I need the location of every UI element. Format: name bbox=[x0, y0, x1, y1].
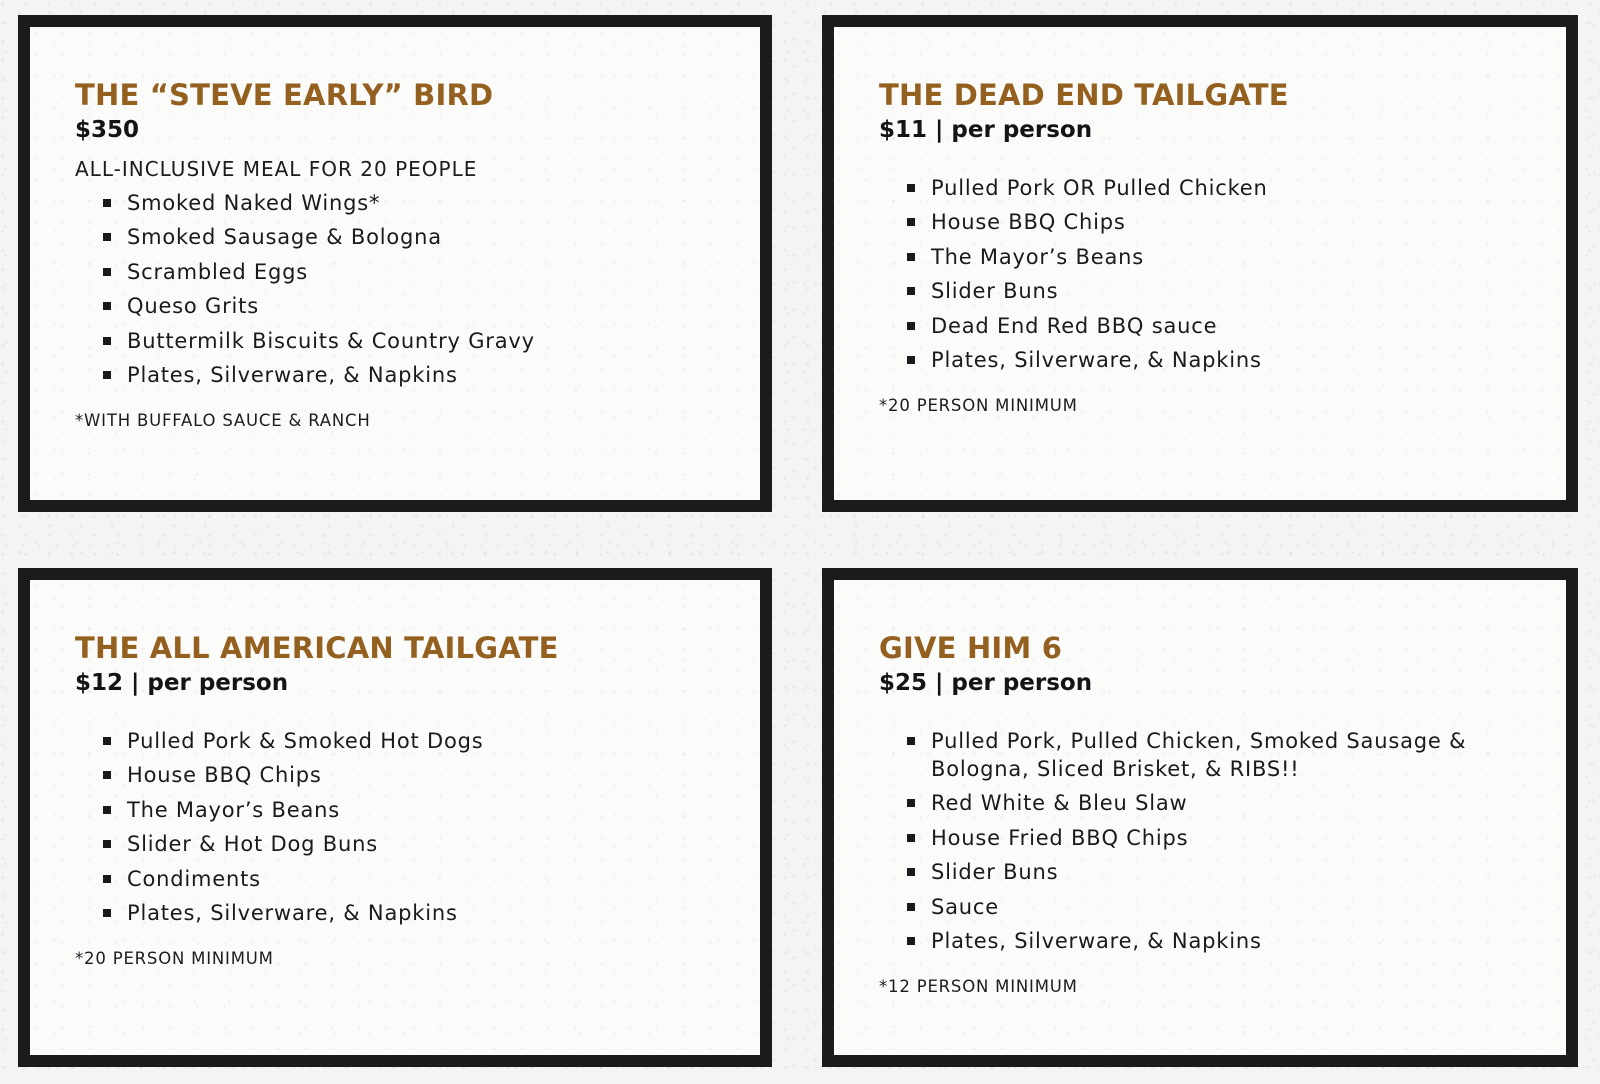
package-subtitle: ALL-INCLUSIVE MEAL FOR 20 PEOPLE bbox=[75, 157, 478, 181]
list-item bbox=[907, 789, 1536, 817]
item-label: Red White & Bleu Slaw bbox=[931, 791, 1188, 816]
bullet-icon bbox=[103, 771, 111, 779]
bullet-icon bbox=[907, 253, 915, 261]
bullet-icon bbox=[907, 737, 915, 745]
package-footnote: *12 PERSON MINIMUM bbox=[879, 976, 1078, 996]
bullet-icon bbox=[103, 737, 111, 745]
package-card-dead-end-tailgate bbox=[822, 15, 1578, 512]
list-item bbox=[103, 223, 730, 251]
item-label: Buttermilk Biscuits & Country Gravy bbox=[127, 328, 535, 353]
bullet-icon bbox=[907, 218, 915, 226]
bullet-icon bbox=[907, 937, 915, 945]
bullet-icon bbox=[103, 268, 111, 276]
bullet-icon bbox=[907, 868, 915, 876]
package-item-list bbox=[75, 189, 730, 389]
item-label: Smoked Sausage & Bologna bbox=[127, 225, 442, 250]
package-footnote: *20 PERSON MINIMUM bbox=[879, 395, 1078, 415]
package-card-give-him-6 bbox=[822, 568, 1578, 1067]
list-item bbox=[103, 361, 730, 389]
item-label: House BBQ Chips bbox=[127, 763, 322, 788]
package-footnote: *20 PERSON MINIMUM bbox=[75, 948, 274, 968]
package-price: $350 bbox=[75, 117, 140, 143]
list-item bbox=[103, 292, 730, 320]
package-footnote: *WITH BUFFALO SAUCE & RANCH bbox=[75, 410, 371, 430]
list-item bbox=[103, 796, 730, 824]
item-label: Pulled Pork OR Pulled Chicken bbox=[931, 176, 1268, 200]
list-item bbox=[103, 189, 730, 217]
package-item-list bbox=[879, 727, 1536, 955]
list-item bbox=[907, 858, 1536, 886]
bullet-icon bbox=[103, 199, 111, 207]
item-label: Plates, Silverware, & Napkins bbox=[127, 362, 458, 387]
package-title: THE “STEVE EARLY” BIRD bbox=[75, 78, 494, 112]
package-price: $25 | per person bbox=[879, 670, 1093, 696]
list-item bbox=[103, 327, 730, 355]
list-item bbox=[907, 277, 1536, 305]
package-item-list bbox=[879, 174, 1536, 374]
item-label: Slider & Hot Dog Buns bbox=[127, 832, 378, 857]
list-item bbox=[103, 899, 730, 927]
bullet-icon bbox=[103, 909, 111, 917]
list-item bbox=[907, 208, 1536, 236]
list-item bbox=[103, 830, 730, 858]
item-label: Plates, Silverware, & Napkins bbox=[127, 900, 458, 925]
package-item-list bbox=[75, 727, 730, 927]
bullet-icon bbox=[907, 903, 915, 911]
item-label: Dead End Red BBQ sauce bbox=[931, 313, 1218, 338]
list-item bbox=[907, 312, 1536, 340]
item-label: Queso Grits bbox=[127, 294, 259, 319]
item-label: The Mayor’s Beans bbox=[931, 244, 1144, 269]
bullet-icon bbox=[103, 302, 111, 310]
list-item bbox=[907, 174, 1536, 202]
package-price: $12 | per person bbox=[75, 670, 289, 696]
bullet-icon bbox=[103, 875, 111, 883]
bullet-icon bbox=[103, 806, 111, 814]
package-title: THE ALL AMERICAN TAILGATE bbox=[75, 631, 559, 665]
package-title: THE DEAD END TAILGATE bbox=[879, 78, 1289, 112]
item-label: Plates, Silverware, & Napkins bbox=[931, 347, 1262, 372]
item-label: Slider Buns bbox=[931, 860, 1059, 885]
bullet-icon bbox=[907, 287, 915, 295]
package-content bbox=[75, 630, 730, 971]
package-content bbox=[879, 77, 1536, 418]
package-content bbox=[75, 77, 730, 433]
item-label: Slider Buns bbox=[931, 279, 1059, 304]
bullet-icon bbox=[103, 233, 111, 241]
bullet-icon bbox=[103, 337, 111, 345]
bullet-icon bbox=[907, 322, 915, 330]
package-title: GIVE HIM 6 bbox=[879, 631, 1063, 665]
bullet-icon bbox=[907, 356, 915, 364]
list-item bbox=[907, 927, 1536, 955]
list-item bbox=[103, 761, 730, 789]
item-label: Scrambled Eggs bbox=[127, 259, 308, 284]
item-label: Sauce bbox=[931, 894, 999, 919]
item-label: The Mayor’s Beans bbox=[127, 797, 340, 822]
bullet-icon bbox=[907, 184, 915, 192]
package-card-steve-early-bird bbox=[18, 15, 772, 512]
bullet-icon bbox=[907, 834, 915, 842]
list-item bbox=[103, 258, 730, 286]
list-item bbox=[907, 824, 1536, 852]
item-label: Condiments bbox=[127, 866, 261, 891]
item-label: Pulled Pork & Smoked Hot Dogs bbox=[127, 729, 484, 753]
item-label: Pulled Pork, Pulled Chicken, Smoked Sausage & Bologna, Sliced Brisket, & RIBS!! bbox=[931, 729, 1467, 781]
list-item bbox=[907, 727, 1536, 783]
list-item bbox=[907, 243, 1536, 271]
bullet-icon bbox=[103, 371, 111, 379]
package-content bbox=[879, 630, 1536, 999]
item-label: Plates, Silverware, & Napkins bbox=[931, 928, 1262, 953]
list-item bbox=[907, 346, 1536, 374]
package-price: $11 | per person bbox=[879, 117, 1093, 143]
bullet-icon bbox=[907, 799, 915, 807]
item-label: House Fried BBQ Chips bbox=[931, 825, 1189, 850]
list-item bbox=[907, 893, 1536, 921]
bullet-icon bbox=[103, 840, 111, 848]
item-label: House BBQ Chips bbox=[931, 210, 1126, 235]
list-item bbox=[103, 727, 730, 755]
item-label: Smoked Naked Wings* bbox=[127, 191, 381, 215]
list-item bbox=[103, 865, 730, 893]
package-card-all-american-tailgate bbox=[18, 568, 772, 1067]
